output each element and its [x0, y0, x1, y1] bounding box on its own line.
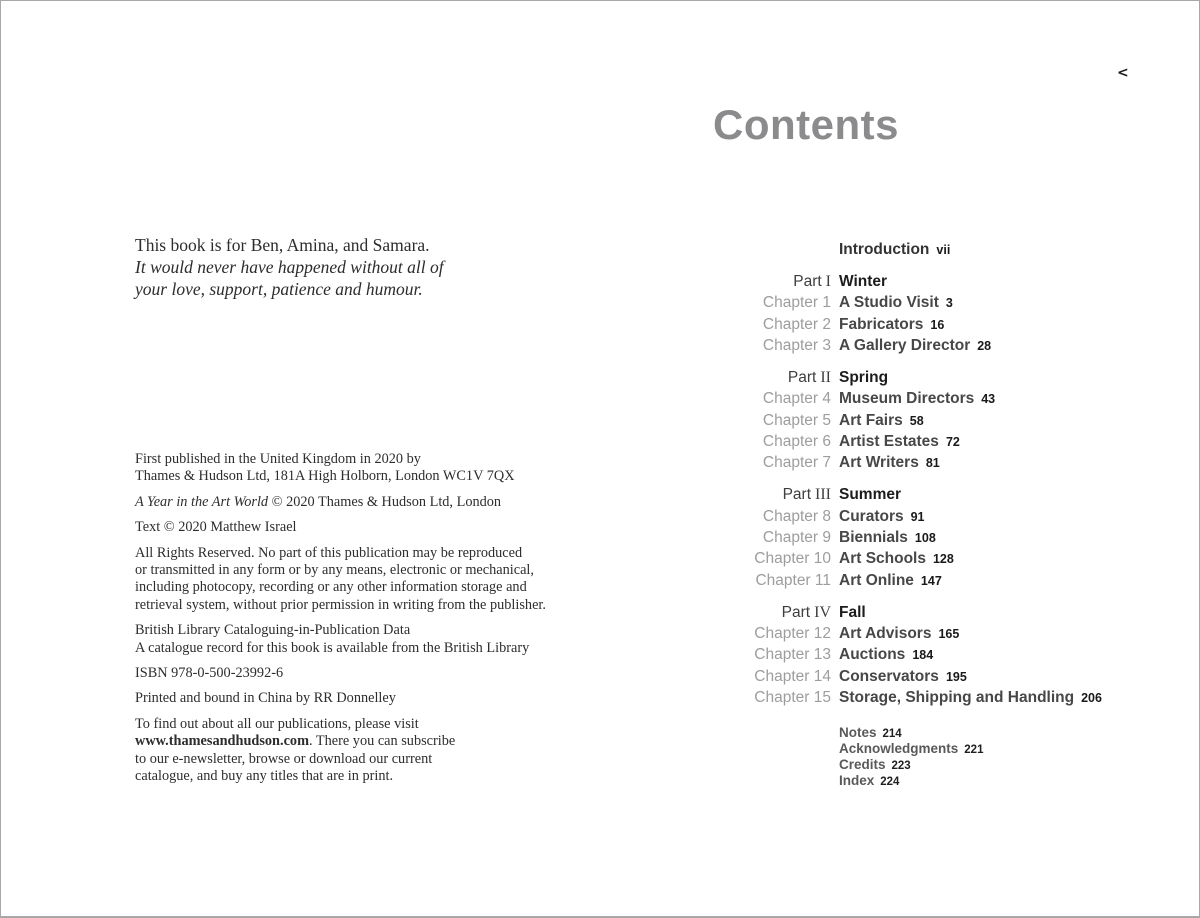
backmatter-row-index [839, 773, 983, 789]
toc-row-page-number: 195 [945, 669, 967, 684]
toc-row-page-number: 16 [930, 317, 945, 332]
colophon [135, 451, 546, 794]
toc-row-title: Museum Directors [839, 390, 975, 408]
toc-row-chapter-10 [641, 550, 1102, 571]
toc-row-title: Spring [839, 368, 889, 386]
toc-row-title: A Gallery Director [839, 336, 971, 354]
backmatter-title: Acknowledgments [839, 741, 959, 756]
toc-row-chapter-4 [641, 390, 1102, 411]
rights-line: retrieval system, without prior permission in writing from the publisher. [135, 596, 546, 613]
backmatter-title: Notes [839, 725, 877, 740]
toc-row-chapter-6 [641, 433, 1102, 454]
toc-row-title: Art Advisors [839, 624, 932, 642]
text-copyright-line: Text © 2020 Matthew Israel [135, 519, 297, 536]
toc-row-chapter-15 [641, 689, 1102, 710]
website-text: www.thamesandhudson.com [135, 733, 309, 750]
toc-row-title: Art Fairs [839, 411, 903, 429]
rights-line: including photocopy, recording or any other information storage and [135, 579, 527, 596]
backmatter-list [839, 725, 983, 789]
backmatter-title: Credits [839, 757, 886, 772]
toc-row-title: Conservators [839, 667, 939, 685]
toc-row-label: Chapter 7 [762, 454, 831, 472]
toc-row-label: Chapter 1 [762, 294, 831, 312]
toc-row-title: Fall [839, 603, 866, 621]
dedication-line: your love, support, patience and humour. [135, 278, 423, 299]
toc-row-label: Chapter 15 [754, 688, 831, 706]
library-line: A catalogue record for this book is available from the British Library [135, 639, 530, 656]
toc-row-title: Curators [839, 507, 904, 525]
isbn-paragraph [135, 665, 546, 682]
toc-row-label: Chapter 2 [762, 315, 831, 333]
toc-row-title: Art Schools [839, 550, 926, 568]
toc-row-label: Chapter 3 [762, 336, 831, 354]
toc-row-page-number: vii [936, 243, 951, 257]
toc-row-label: Chapter 5 [762, 411, 831, 429]
toc-row-page-number: 72 [945, 434, 960, 449]
backmatter-page-number: 214 [882, 728, 902, 740]
rights-line: or transmitted in any form or by any means, electronic or mechanical, [135, 562, 534, 579]
publications-line: To find out about all our publications, please visit [135, 715, 419, 732]
page-title: Contents [713, 101, 899, 148]
backmatter-row-credits [839, 757, 983, 773]
publisher-paragraph [135, 451, 546, 486]
library-paragraph [135, 622, 546, 657]
toc-row-chapter-2 [641, 316, 1102, 337]
copyright-paragraph [135, 494, 546, 511]
backmatter-page-number: 221 [964, 744, 984, 756]
toc-row-page-number: 108 [914, 530, 936, 545]
toc-row-label: Part I [793, 272, 831, 290]
toc-row-page-number: 28 [977, 338, 992, 353]
toc-row-introduction [641, 241, 1102, 262]
publisher-line: Thames & Hudson Ltd, 181A High Holborn, London WC1V 7QX [135, 468, 515, 485]
text-copyright-paragraph [135, 519, 546, 536]
publications-line: catalogue, and buy any titles that are in print. [135, 768, 394, 785]
toc-row-label: Chapter 4 [762, 390, 831, 408]
toc-row-title: Art Online [839, 571, 914, 589]
toc-row-page-number: 3 [945, 296, 953, 311]
toc-row-title: Summer [839, 486, 902, 504]
toc-row-part-2 [641, 369, 1102, 390]
copyright-text: © 2020 Thames & Hudson Ltd, London [268, 493, 502, 510]
toc-row-part-4 [641, 604, 1102, 625]
backmatter-row-notes [839, 725, 983, 741]
toc-row-page-number: 206 [1081, 690, 1102, 705]
toc-row-title: Fabricators [839, 315, 924, 333]
toc-row-label: Part II [787, 368, 831, 386]
rights-paragraph [135, 545, 546, 615]
toc-row-chapter-1 [641, 294, 1102, 315]
publications-line: to our e-newsletter, browse or download our current [135, 750, 433, 767]
backmatter-row-acknowledgments [839, 741, 983, 757]
back-chevron-icon[interactable]: < [1117, 65, 1129, 81]
dedication [135, 235, 444, 300]
isbn-line: ISBN 978-0-500-23992-6 [135, 665, 284, 682]
toc-row-page-number: 165 [938, 626, 960, 641]
toc-row-label: Chapter 9 [762, 528, 831, 546]
toc-row-label: Chapter 8 [762, 507, 831, 525]
toc-row-chapter-7 [641, 454, 1102, 475]
toc-row-label: Part III [782, 486, 831, 504]
toc-row-title: Biennials [839, 528, 908, 546]
toc-row-label: Chapter 10 [754, 550, 831, 568]
publisher-line: First published in the United Kingdom in 2020 by [135, 451, 421, 467]
toc-row-label: Part IV [781, 603, 831, 621]
toc-row-chapter-11 [641, 572, 1102, 593]
publications-paragraph [135, 716, 546, 786]
toc-row-chapter-8 [641, 508, 1102, 529]
toc-row-chapter-14 [641, 668, 1102, 689]
toc-row-part-3 [641, 486, 1102, 507]
dedication-line: This book is for Ben, Amina, and Samara. [135, 235, 430, 255]
toc-row-page-number: 184 [912, 648, 934, 663]
backmatter-title: Index [839, 773, 875, 788]
toc-row-title: A Studio Visit [839, 294, 939, 312]
toc-row-page-number: 91 [910, 509, 925, 524]
backmatter-page-number: 223 [891, 760, 911, 772]
toc-row-title: Auctions [839, 646, 906, 664]
toc-row-part-1 [641, 273, 1102, 294]
toc-row-title: Winter [839, 272, 888, 290]
toc-row-title: Storage, Shipping and Handling [839, 688, 1075, 706]
book-title: A Year in the Art World [135, 493, 269, 510]
publications-line [135, 733, 546, 750]
toc-row-label: Chapter 13 [754, 646, 831, 664]
toc-row-chapter-9 [641, 529, 1102, 550]
toc-row-page-number: 43 [981, 392, 996, 407]
toc-row-chapter-3 [641, 337, 1102, 358]
dedication-line: It would never have happened without all of [135, 256, 444, 277]
toc-row-title: Art Writers [839, 454, 919, 472]
toc-row-chapter-13 [641, 646, 1102, 667]
toc-row-label: Chapter 11 [755, 571, 831, 589]
toc-row-label: Chapter 14 [754, 667, 831, 685]
toc-row-page-number: 147 [920, 573, 942, 588]
toc-row-chapter-5 [641, 412, 1102, 433]
toc-row-chapter-12 [641, 625, 1102, 646]
publications-text: . There you can subscribe [309, 733, 456, 750]
toc-row-page-number: 128 [932, 552, 954, 567]
rights-line: All Rights Reserved. No part of this publication may be reproduced [135, 544, 523, 561]
toc-row-page-number: 58 [909, 413, 924, 428]
toc-row-title: Introduction [839, 241, 930, 258]
printer-line: Printed and bound in China by RR Donnelley [135, 690, 396, 707]
backmatter-page-number: 224 [880, 776, 900, 788]
library-line: British Library Cataloguing-in-Publication Data [135, 622, 411, 639]
toc-row-page-number: 81 [925, 456, 940, 471]
table-of-contents [641, 241, 1102, 710]
toc-row-label: Chapter 12 [754, 624, 831, 642]
printer-paragraph [135, 690, 546, 707]
toc-row-title: Artist Estates [839, 432, 939, 450]
toc-row-label: Chapter 6 [762, 432, 831, 450]
